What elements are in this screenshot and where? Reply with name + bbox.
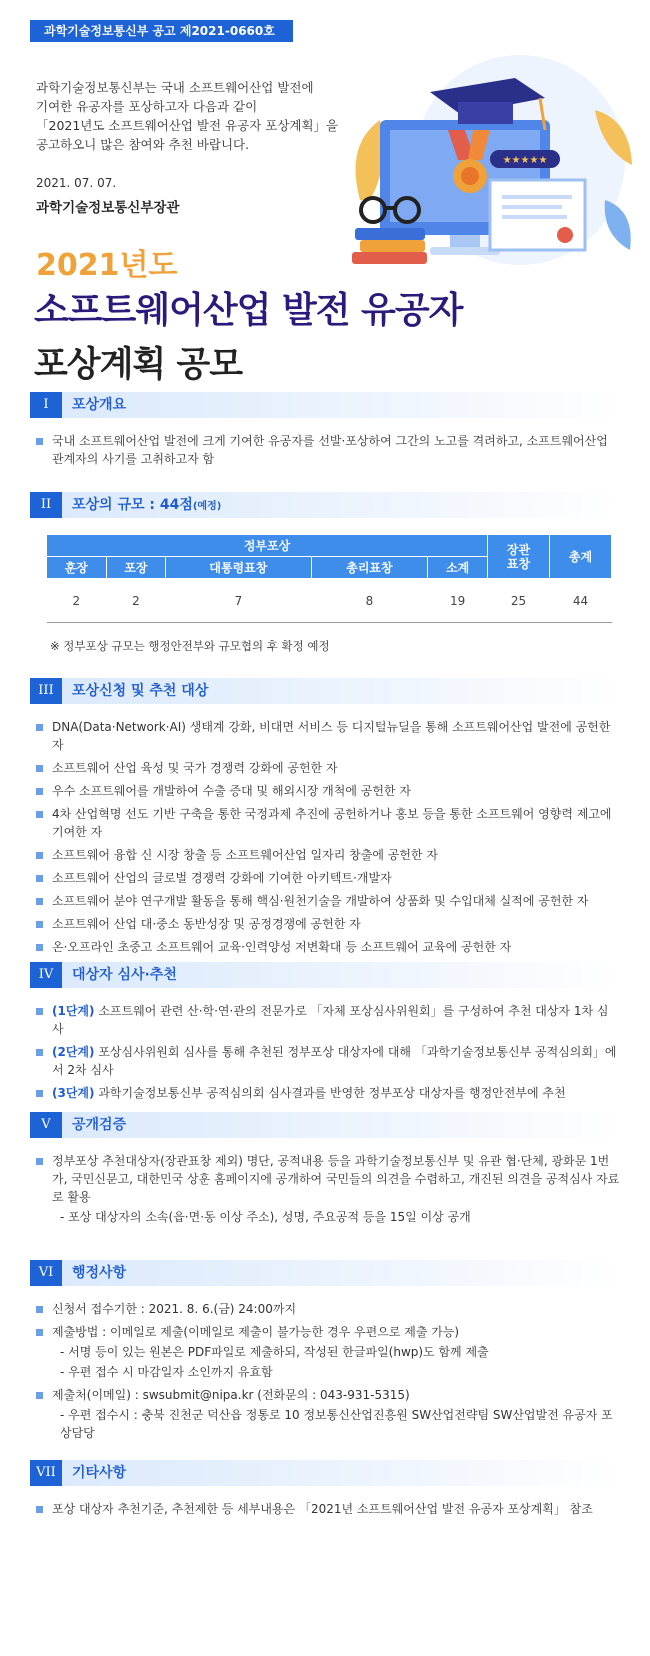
section-title: 대상자 심사·추천 [72, 967, 177, 983]
notice-number-tag: 과학기술정보통신부 공고 제2021-0660호 [30, 20, 293, 42]
section-number: V [30, 1112, 62, 1138]
table-header-total: 총계 [550, 535, 612, 579]
list-item: 소프트웨어 산업 육성 및 국가 경쟁력 강화에 공헌한 자 [36, 759, 620, 777]
section-number: IV [30, 962, 62, 988]
table-header-cell: 소계 [428, 557, 488, 579]
list-item: 신청서 접수기한 : 2021. 8. 6.(금) 24:00까지 [36, 1300, 620, 1318]
hero-illustration [340, 50, 640, 270]
list-item: 정부포상 추천대상자(장관표창 제외) 명단, 공적내용 등을 과학기술정보통신부 및 유관 협·단체, 광화문 1번가, 국민신문고, 대한민국 상훈 홈페이지에 공개하여 국민들의 의견을 수렴하고, 개진된 의견을 공적심사 자료로 활용 [36, 1152, 620, 1206]
section-number: III [30, 678, 62, 704]
list-subitem: - 우편 접수시 : 충북 진천군 덕산읍 정통로 10 정보통신산업진흥원 SW산업전략팀 SW산업발전 유공자 포상담당 [60, 1408, 613, 1440]
list-item: 4차 산업혁명 선도 기반 구축을 통한 국정과제 추진에 공헌하거나 홍보 등을 통한 소프트웨어 영향력 제고에 기여한 자 [36, 805, 620, 841]
list-subitem: - 포상 대상자의 소속(읍·면·동 이상 주소), 성명, 주요공적 등을 15일 이상 공개 [60, 1210, 471, 1224]
table-cell: 2 [47, 579, 107, 623]
list-item: 온·오프라인 초중고 소프트웨어 교육·인력양성 저변확대 등 소프트웨어 교육에 공헌한 자 [36, 938, 620, 956]
section-title-note: (예정) [192, 501, 222, 512]
verification-list [36, 1152, 620, 1231]
section-title [72, 492, 221, 520]
section-title-text: 포상의 규모 : 44점 [72, 497, 193, 513]
overview-list [36, 432, 620, 473]
section-title: 포상신청 및 추천 대상 [72, 683, 209, 699]
section-title: 행정사항 [72, 1265, 127, 1281]
section-number: VII [30, 1460, 62, 1486]
section-title: 포상개요 [72, 397, 127, 413]
section-number: VI [30, 1260, 62, 1286]
table-cell: 19 [428, 579, 488, 623]
etc-list [36, 1500, 620, 1523]
admin-list [36, 1300, 620, 1447]
section-number: II [30, 492, 62, 518]
section-number: I [30, 392, 62, 418]
intro-line: 기여한 유공자를 포상하고자 다음과 같이 [36, 99, 258, 114]
table-cell: 2 [106, 579, 166, 623]
list-subitem: - 서명 등이 있는 원본은 PDF파일로 제출하되, 작성된 한글파일(hwp)도 함께 제출 [60, 1345, 489, 1359]
scale-note: ※ 정부포상 규모는 행정안전부와 규모협의 후 확정 예정 [50, 639, 330, 653]
step-text: 과학기술정보통신부 공적심의회 심사결과를 반영한 정부포상 대상자를 행정안전부에 추천 [94, 1086, 566, 1100]
table-header-cell: 포장 [106, 557, 166, 579]
section-header-scale [30, 492, 620, 518]
table-header-row [47, 535, 612, 557]
award-scale-table [46, 534, 612, 623]
intro-line: 「2021년도 소프트웨어산업 발전 유공자 포상계획」을 [36, 118, 339, 133]
table-row [47, 579, 612, 623]
step-label: (1단계) [52, 1004, 95, 1018]
books-icon [352, 228, 427, 264]
list-item: 국내 소프트웨어산업 발전에 크게 기여한 유공자를 선발·포상하여 그간의 노고를 격려하고, 소프트웨어산업 관계자의 사기를 고취하고자 함 [36, 432, 620, 468]
table-group-header: 정부포상 [47, 535, 488, 557]
list-item: 소프트웨어 산업의 글로벌 경쟁력 강화에 기여한 아키텍트·개발자 [36, 869, 620, 887]
step-label: (3단계) [52, 1086, 95, 1100]
table-header-cell: 대통령표창 [166, 557, 311, 579]
table-cell: 44 [550, 579, 612, 623]
page-title: 소프트웨어산업 발전 유공자 [34, 290, 463, 331]
title-year: 2021년도 [36, 248, 178, 283]
table-cell: 7 [166, 579, 311, 623]
table-cell: 25 [488, 579, 550, 623]
section-header-review [30, 962, 620, 988]
list-item: DNA(Data·Network·AI) 생태계 강화, 비대면 서비스 등 디지털뉴딜을 통해 소프트웨어산업 발전에 공헌한 자 [36, 718, 620, 754]
list-item [36, 1002, 620, 1038]
table-header-cell: 훈장 [47, 557, 107, 579]
page-subtitle: 포상계획 공모 [34, 345, 243, 385]
minister-signature: 과학기술정보통신부장관 [36, 200, 180, 216]
step-text: 포상심사위원회 심사를 통해 추천된 정부포상 대상자에 대해 「과학기술정보통신부 공적심의회」에서 2차 심사 [52, 1045, 617, 1077]
intro-paragraph [36, 78, 356, 154]
section-title: 공개검증 [72, 1117, 127, 1133]
list-item: 제출방법 : 이메일로 제출(이메일로 제출이 불가능한 경우 우편으로 제출 가능) [36, 1323, 620, 1341]
table-cell: 8 [311, 579, 428, 623]
list-item: 소프트웨어 분야 연구개발 활동을 통해 핵심·원천기술을 개발하여 상품화 및 수입대체 실적에 공헌한 자 [36, 892, 620, 910]
intro-line: 과학기술정보통신부는 국내 소프트웨어산업 발전에 [36, 80, 314, 95]
list-item [36, 1084, 620, 1102]
eligibility-list [36, 718, 620, 961]
review-steps-list [36, 1002, 620, 1107]
list-subitem: - 우편 접수 시 마감일자 소인까지 유효함 [60, 1365, 273, 1379]
rating-badge [490, 150, 560, 168]
list-item [36, 1043, 620, 1079]
step-label: (2단계) [52, 1045, 95, 1059]
announcement-date: 2021. 07. 07. [36, 176, 117, 190]
section-header-admin [30, 1260, 620, 1286]
certificate-icon [490, 180, 585, 250]
list-item: 소프트웨어 산업 대·중소 동반성장 및 공정경쟁에 공헌한 자 [36, 915, 620, 933]
section-title: 기타사항 [72, 1465, 127, 1481]
list-item: 우수 소프트웨어를 개발하여 수출 증대 및 해외시장 개척에 공헌한 자 [36, 782, 620, 800]
step-text: 소프트웨어 관련 산·학·연·관의 전문가로 「자체 포상심사위원회」를 구성하여 추천 대상자 1차 심사 [52, 1004, 609, 1036]
list-item: 소프트웨어 융합 신 시장 창출 등 소프트웨어산업 일자리 창출에 공헌한 자 [36, 846, 620, 864]
intro-line: 공고하오니 많은 참여와 추천 바랍니다. [36, 137, 250, 152]
table-header-cell: 총리표창 [311, 557, 428, 579]
table-header-minister: 장관 표창 [488, 535, 550, 579]
section-header-verification [30, 1112, 620, 1138]
section-header-etc [30, 1460, 620, 1486]
svg-text:★★★★★: ★★★★★ [502, 155, 548, 166]
list-item: 포상 대상자 추천기준, 추천제한 등 세부내용은 「2021년 소프트웨어산업 발전 유공자 포상계획」 참조 [36, 1500, 620, 1518]
section-header-eligibility [30, 678, 620, 704]
section-header-overview [30, 392, 620, 418]
list-item: 제출처(이메일) : swsubmit@nipa.kr (전화문의 : 043-931-5315) [36, 1386, 620, 1404]
